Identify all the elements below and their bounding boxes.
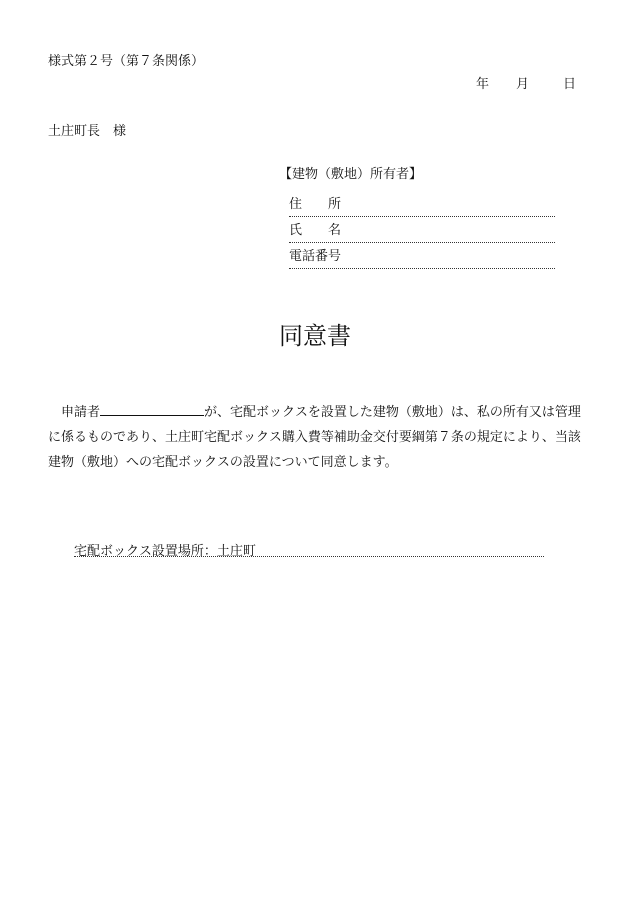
document-title: 同意書: [279, 322, 351, 350]
owner-block: [279, 163, 559, 269]
consent-body: [48, 400, 588, 475]
owner-phone-field[interactable]: [289, 243, 555, 269]
owner-name-label: 氏 名: [289, 223, 342, 238]
install-location-field[interactable]: [74, 540, 544, 557]
date-line: [476, 73, 576, 92]
form-number: 様式第２号（第７条関係）: [48, 54, 205, 69]
date-month-label: 月: [516, 77, 530, 92]
addressee: 土庄町長 様: [48, 124, 127, 139]
owner-heading: 【建物（敷地）所有者】: [279, 167, 423, 182]
owner-name-field[interactable]: [289, 217, 555, 243]
consent-text: が、宅配ボックスを設置した建物（敷地）は、私の所有又は管理に係るものであり、土庄町宅配ボックス購入費等補助金交付要綱第７条の規定により、当該建物（敷地）への宅配ボックスの設置について同意します。: [48, 405, 581, 470]
applicant-prefix: 申請者: [61, 405, 101, 420]
date-day-label: 日: [563, 77, 577, 92]
install-location-label: 宅配ボックス設置場所：土庄町: [74, 544, 256, 559]
owner-phone-label: 電話番号: [289, 249, 342, 264]
owner-address-label: 住 所: [289, 197, 342, 212]
date-year-label: 年: [476, 77, 490, 92]
applicant-name-field[interactable]: [100, 403, 204, 416]
owner-address-field[interactable]: [289, 191, 555, 217]
